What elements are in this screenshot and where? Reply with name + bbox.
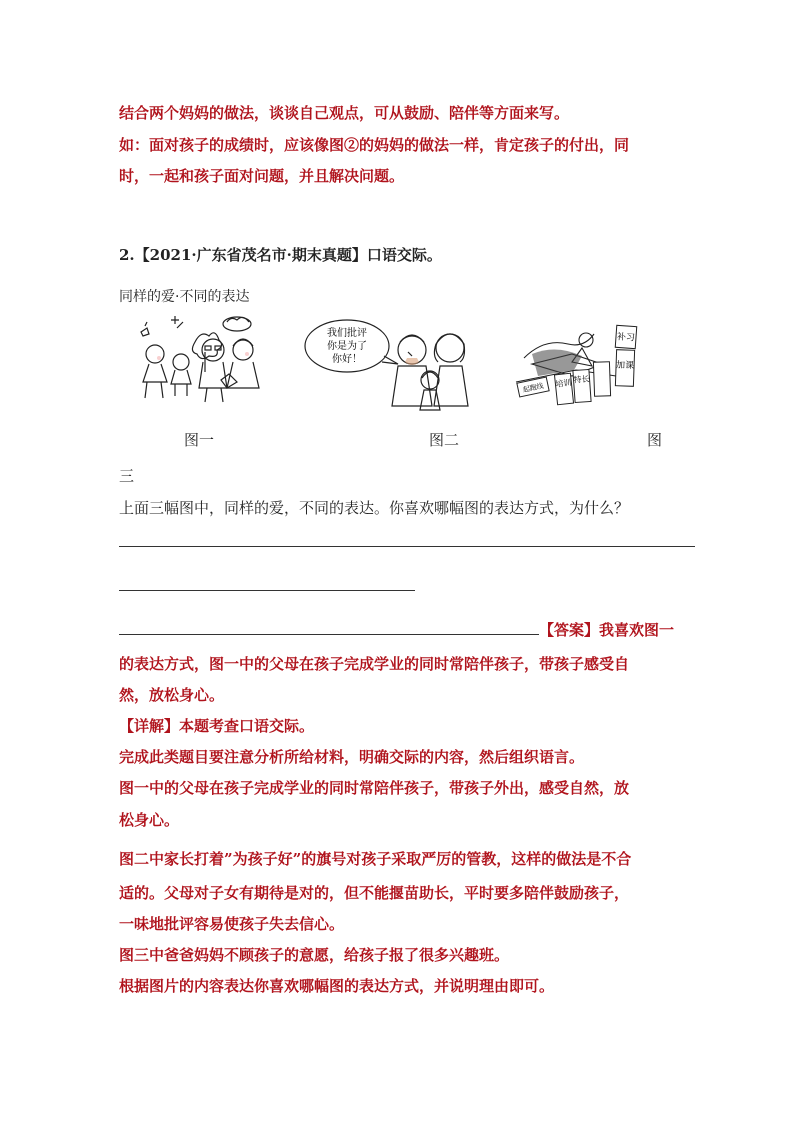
detail-label: 【详解】 <box>119 717 180 735</box>
speech-text-2: 你是为了 <box>327 341 367 352</box>
answer-text-3: 然，放松身心。 <box>119 686 225 704</box>
detail-text-1: 本题考查口语交际。 <box>179 717 315 735</box>
answer-line-1 <box>119 546 695 547</box>
figure-caption-3a: 图 <box>647 431 663 449</box>
detail-text-8: 图三中爸爸妈妈不顾孩子的意愿，给孩子报了很多兴趣班。 <box>119 946 510 964</box>
figure-caption-3b: 三 <box>119 467 135 485</box>
answer-text-1: 我喜欢图一 <box>599 621 675 639</box>
intro-line-1: 结合两个妈妈的做法，谈谈自己观点，可从鼓励、陪伴等方面来写。 <box>119 104 570 122</box>
detail-text-9: 根据图片的内容表达你喜欢哪幅图的表达方式，并说明理由即可。 <box>119 977 555 995</box>
detail-text-7: 一味地批评容易使孩子失去信心。 <box>119 915 345 933</box>
book-1-text: 补习 <box>616 332 636 344</box>
detail-text-6: 适的。父母对子女有期待是对的，但不能揠苗助长，平时要多陪伴鼓励孩子， <box>119 884 630 902</box>
detail-text-4: 松身心。 <box>119 811 180 829</box>
figure-3-image <box>512 324 642 410</box>
speech-text-1: 我们批评 <box>327 328 367 339</box>
answer-first-line <box>539 620 674 640</box>
book-3-text: 特长 <box>573 374 590 385</box>
figure-2-image <box>302 318 492 418</box>
question-type: 口语交际。 <box>366 246 442 264</box>
kite-icon <box>141 322 149 336</box>
answer-label: 【答案】 <box>539 621 600 639</box>
question-prompt: 上面三幅图中，同样的爱，不同的表达。你喜欢哪幅图的表达方式，为什么？ <box>119 499 630 517</box>
answer-text-2: 的表达方式，图一中的父母在孩子完成学业的同时常陪伴孩子，带孩子感受自 <box>119 655 630 673</box>
intro-line-2: 如：面对孩子的成绩时，应该像图②的妈妈的做法一样，肯定孩子的付出，同 <box>119 136 630 154</box>
question-number: 2. <box>119 246 135 264</box>
question-heading <box>119 245 442 265</box>
figure-1-image <box>133 312 263 407</box>
speech-text-3: 你好！ <box>332 354 362 365</box>
sign-start-text: 起跑线 <box>522 381 545 395</box>
detail-text-3: 图一中的父母在孩子完成学业的同时常陪伴孩子，带孩子外出，感受自然，放 <box>119 779 630 797</box>
detail-text-5: 图二中家长打着”为孩子好”的旗号对孩子采取严厉的管教，这样的做法是不合 <box>119 850 632 868</box>
question-source: 【2021·广东省茂名市·期末真题】 <box>134 246 367 264</box>
question-subtitle: 同样的爱·不同的表达 <box>119 289 250 305</box>
intro-line-3: 时，一起和孩子面对问题，并且解决问题。 <box>119 167 405 185</box>
detail-text-2: 完成此类题目要注意分析所给材料，明确交际的内容，然后组织语言。 <box>119 748 585 766</box>
figure-caption-1: 图一 <box>184 431 215 449</box>
book-2-text: 加课 <box>615 360 635 372</box>
answer-line-2 <box>119 590 415 591</box>
figure-caption-2: 图二 <box>429 431 460 449</box>
answer-line-3 <box>119 634 539 635</box>
detail-first-line <box>119 716 314 736</box>
book-4-text: 培训 <box>554 378 572 389</box>
